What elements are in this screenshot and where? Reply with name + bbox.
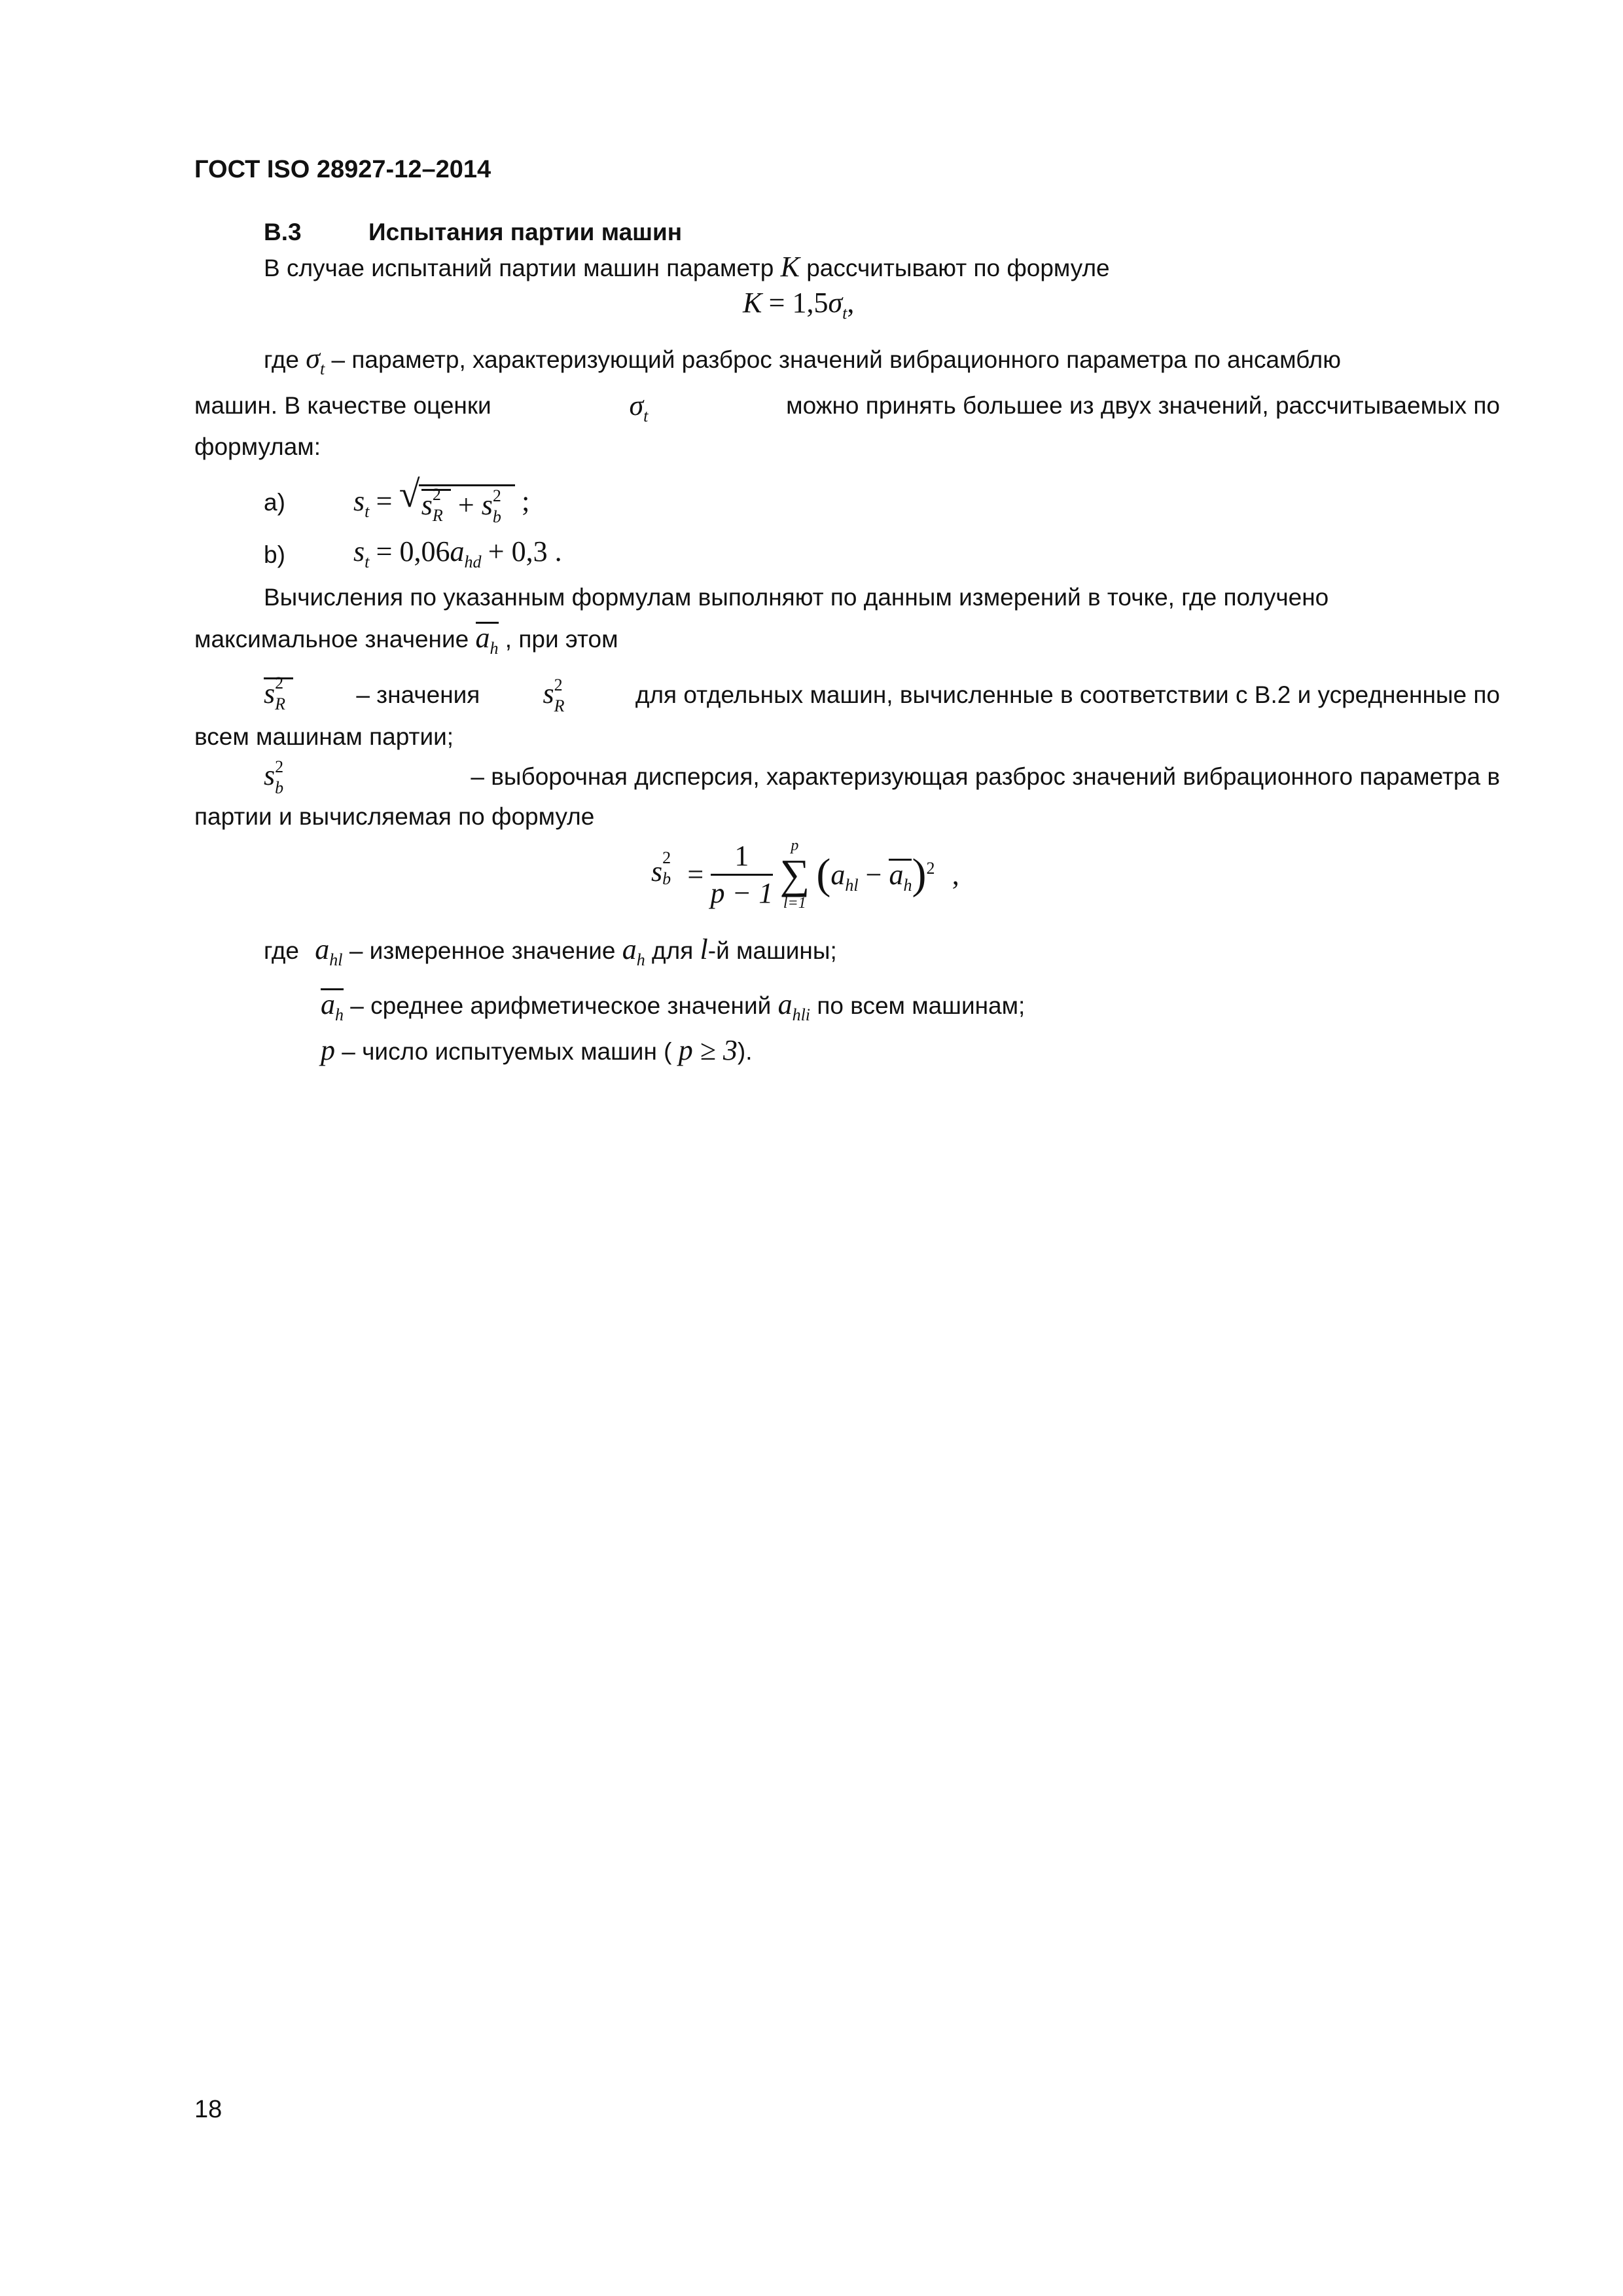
def-p: p – число испытуемых машин ( p ≥ 3).	[321, 1034, 753, 1066]
def-sr-line2: всем машинам партии;	[194, 723, 454, 750]
calc-paragraph-line2: максимальное значение $a_h$ , при этом	[194, 622, 618, 662]
def-ahl: где $a_{hl}$ – измеренное значение $a_h$ для l-й машины;	[264, 933, 837, 969]
formula-sb: s 2 b = $\frac{1}{p - 1}$ p ∑ l=1 $(a_{hl} - a_h)^2$ ,	[651, 837, 959, 912]
formula-b: $s_t = 0,06a_{hd} + 0,3$ .	[353, 535, 562, 571]
def-sb-line1: s 2 b – выборочная дисперсия, характеризующая разброс значений вибрационного параметра в	[264, 757, 1500, 797]
list-item-b-label: b)	[264, 541, 285, 568]
formula-k: $K = 1,5\sigma_t$,	[743, 287, 855, 323]
section-title: Испытания партии машин	[368, 219, 683, 245]
var-k: K	[780, 251, 800, 283]
sigma-definition-line1: где $\sigma_t$ – параметр, характеризующий разброс значений вибрационного параметра по ансамблю	[264, 342, 1342, 378]
document-header: ГОСТ ISO 28927-12–2014	[194, 156, 491, 183]
def-sb-line2: партии и вычисляемая по формуле	[194, 803, 595, 830]
calc-paragraph-line1: Вычисления по указанным формулам выполняют по данным измерений в точке, где получено	[264, 584, 1329, 611]
sigma-definition-line2: машин. В качестве оценки $\sigma_t$ можно принять большее из двух значений, рассчитываемых по	[194, 389, 1500, 425]
intro-paragraph: В случае испытаний партии машин параметр K рассчитывают по формуле	[264, 251, 1110, 283]
def-ah-mean: $a_h$ – среднее арифметическое значений $a_{hli}$ по всем машинам;	[321, 988, 1025, 1030]
page-number: 18	[194, 2096, 223, 2123]
section-number: B.3	[264, 219, 302, 245]
list-item-a-label: a)	[264, 489, 285, 516]
sigma-definition-line3: формулам:	[194, 433, 321, 460]
def-sr-line1: s 2 R – значения s 2 R для отдельных машин, вычисленные в соответствии с B.2 и усредненные по	[264, 673, 1500, 715]
formula-a: $s_t$ = √ s 2 R + s 2 b ;	[353, 473, 530, 526]
